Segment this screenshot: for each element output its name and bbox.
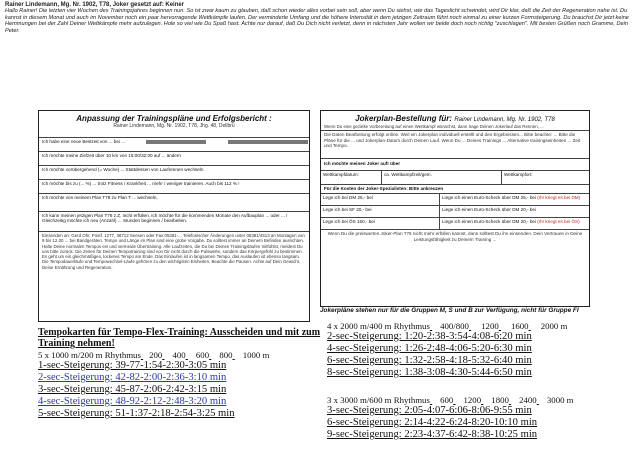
tempo-heading: Tempokarten für Tempo-Flex-Training: Ausscheiden und mit zum Training nehmen! bbox=[38, 327, 321, 349]
field-wettkampfdatum[interactable]: Wettkampfdatum: bbox=[323, 172, 359, 178]
form-row-bestzeit[interactable]: Ich habe eine neue Bestzeit von ... bei ... bbox=[39, 137, 309, 151]
payment-row-1 bbox=[321, 193, 589, 205]
header-body: Hallo Rainer! Die letzten vier Wochen des Trainingsjahres beginnen nun. So ist zwar kaum zu glauben, daß schon wieder alles vorbei sein soll, aber wenn Du siehst, wie das Tageslicht schwindet, wird Dir klar, daß die Zeit der Regeneration nahe ist. Du kannst in diesem Monat und auch im November noch ein paar hervorragende Wettkämpfe laufen. Der verminderte Umfang und die höhere Intensität in dem jetzigen Zeitraum führt noch einmal zu einer kurzen Formsteigerung. Du brauchst Dir jetzt keine Hemmungen bei der Zahl Deiner Wettkämpfe mehr aufzulegen. Hole so viel wie Du Spaß hast. Achte nur darauf, daß Du Dich nicht verletzt, denn in nächsten Jahr wollen wir beide doch noch richtig "zuschlagen". Mit besten Grüßen noch Gramme, Dein Peter. bbox=[5, 8, 629, 34]
adjustment-form bbox=[38, 110, 310, 322]
tempo-b-line-9sec: 9-sec-Steigerung: 2:23-4:37-6:42-8:38-10:25 min bbox=[327, 429, 538, 440]
form-row-aufbauplan[interactable]: Ich kann meinen jetzigen Plan T78 z.Z. nicht erfüllen. Ich möchte für die kommenden Monate den Aufbauplan ... oder ... / Gleichzeitig möchte ich neu (Anzahl) ... Stunden beginnen / bearbeiten. bbox=[39, 211, 309, 231]
tempo-a-line-4sec: 4-sec-Steigerung: 1:26-2:48-4:06-5:20-6:30 min bbox=[327, 343, 532, 354]
payment-dm-cheque[interactable]: Liege ich einen Euro-Scheck über DM 25,- bei (Ihr kriegt es bei DM) bbox=[439, 194, 589, 205]
header-title: Rainer Lindemann, Mg. Nr. 1902, T78, Joker gesetzt auf: Keiner bbox=[5, 2, 185, 8]
tempo-a-line-6sec: 6-sec-Steigerung: 1:32-2:58-4:18-5:32-6:40 min bbox=[327, 355, 532, 366]
jokerplan-info: Die Daten Bearbeitung erfolgt online. Weil ein Jokerplan individuell erstellt und den Ergebnissen... Bitte beachte: ... Bitte die Pläne für die ... und Jokerplan-Datum durch Deinen Lauf. Wenn Du ... Deines Trainings ... Alternative trainingseinheiten ... Zeit und Tempo. bbox=[321, 130, 589, 158]
tempo-line-5sec: 5-sec-Steigerung: 51-1:37-2:18-2:54-3:25 min bbox=[38, 408, 235, 419]
tempo-section-right-b bbox=[327, 395, 627, 441]
jokerplan-name: Rainer Lindemann, Mg. Nr. 1902, T78 bbox=[454, 117, 555, 123]
cost-title: Für die Kosten der Joker-Spezialisten: Bitte ankreuzen bbox=[321, 184, 589, 193]
payment-os-cash[interactable]: Lege ich bei ÖS 150,- bei bbox=[323, 219, 375, 225]
payment-sf-cheque[interactable]: Liege ich einen Euro-Scheck über DM 20,- bei bbox=[439, 206, 589, 217]
jokerplan-form bbox=[320, 110, 590, 307]
tempo-section-right-a bbox=[327, 321, 627, 379]
adjustment-title: Anpassung der Trainingspläne und Erfolgsbericht : bbox=[76, 114, 272, 123]
tempo-a-line-2sec: 2-sec-Steigerung: 1:20-2:38-3:54-4:08-6:20 min bbox=[327, 331, 532, 342]
payment-os-cheque[interactable]: Liege ich einen Euro-Scheck über DM 20,- bei (Ihr kriegt es bei ÖS) bbox=[439, 218, 589, 229]
jokerplan-footer: Jokerpläne stehen nur für die Gruppen M, S und B zur Verfügung, nicht für Gruppe FI bbox=[320, 307, 579, 314]
tempo-line-1sec: 1-sec-Steigerung: 39-77-1:54-2:30-3:05 min bbox=[38, 360, 227, 371]
tempo-a-line-8sec: 8-sec-Steigerung: 1:38-3:08-4:30-5:44-6:50 min bbox=[327, 367, 532, 378]
payment-row-3 bbox=[321, 217, 589, 229]
tempo-line-3sec: 3-sec-Steigerung: 45-87-2:06-2:42-3:15 min bbox=[38, 384, 227, 395]
tempo-line-4sec: 4-sec-Steigerung: 48-92-2:12-2:48-3:20 min bbox=[38, 396, 227, 407]
tempo-section-left bbox=[38, 327, 323, 420]
form-row-pause[interactable]: Ich möchte vorübergehend (= Woche) ... Stattdessen von Laufrennen wechseln bbox=[39, 165, 309, 179]
payment-dm-cash[interactable]: Lege ich bei DM 25,- bei bbox=[323, 195, 373, 201]
letter-header bbox=[5, 2, 635, 34]
joker-request-row[interactable]: Ich möchte meinen Joker auf! über bbox=[321, 158, 589, 170]
form-row-umfang[interactable]: Ich möchte bis zu (... %) ... trotz Fitness / Krankheit ... mehr / weniger trainieren. Auch bis 112 % ! bbox=[39, 179, 309, 193]
tempo-subheading: 5 x 1000 m/200 m Rhythmus 200 400 600 800 1000 m bbox=[38, 350, 270, 360]
tempo-line-2sec: 2-sec-Steigerung: 42-82-2:00-2:36-3:10 min bbox=[38, 372, 227, 383]
competition-row bbox=[321, 170, 589, 184]
jokerplan-heading bbox=[321, 114, 589, 123]
form-notes: Einsenden an: Gerd Ohr, Postf. 1277, 38712 Seesen oder Fax 05381-... Telefonischer Änderungen unter 05381/4513 an Montagen von 9 bis 12.00 ... bei Bandgeräten. Tempo und Länge im Plan sind eine grobe Vorgabe. Du solltest immer an Deinem Befinden ausrichten. Halte Deine normalen Tempos ein und vermeide Übertraining. Alle Laufzeiten, die Du bei Deinen Trainingsläufen mitfühlst, meldest Du uns bitte zurück. Die Zeiten für Deinen Tempotraining sind von Dir nicht durch die Pulswerte, sondern das Körpergefühl zu bestimmen. Es geht um ein gleichmäßiges, lockeres Tempo am Ende. Das Einlaufen ist in langsamen Tempo, das Auslaufen ist ebenso langsam. Die Tempodauerläufe und Tempowechsel-Läufe gehören zu den wichtigsten Einheiten. Beachte die Pausen. Achte auf Dein Gewicht, Deine Ernährung und Regeneration. bbox=[39, 231, 309, 307]
field-wettkampfort[interactable]: Wettkampfort: bbox=[501, 171, 589, 184]
field-wettkampfzeit[interactable]: ca. Wettkampfzeit/gem. bbox=[381, 171, 501, 184]
payment-row-2 bbox=[321, 205, 589, 217]
tempo-b-line-3sec: 3-sec-Steigerung: 2:05-4:07-6:06-8:06-9:55 min bbox=[327, 405, 532, 416]
jokerplan-title: Jokerplan-Bestellung für: bbox=[355, 114, 453, 123]
tempo-a-subheading: 4 x 2000 m/400 m Rhythmus 400/800 1200 1600 2000 m bbox=[327, 321, 568, 331]
adjustment-subtitle: Rainer Lindemann, Mg. Nr. 1902, T78, Jhg. 48, Dellbrü bbox=[113, 123, 235, 129]
jokerplan-intro: Wenn Du eine gezielte Vorbereitung auf einen Wettkampf wünschst, dann trage Deinen Jokerlauf das Rennen, ... bbox=[324, 124, 544, 129]
form-row-planwechsel[interactable]: Ich möchte von meinem Plan T78 zu Plan T ... wechseln, bbox=[39, 193, 309, 211]
form-row-zielzeit[interactable]: Ich möchte meine Zielzeit über 10 km von 16:00/32:00 auf ... ändern bbox=[39, 151, 309, 165]
tempo-b-line-6sec: 6-sec-Steigerung: 2:14-4:22-6:24-8:20-10:10 min bbox=[327, 417, 538, 428]
jokerplan-footnote: Wenn Du die preiswerten Joker-Plan T78 nicht mehr erfüllen kannst, dann solltest Du ihn einsenden. Dein Vertrauen in Deine Leistungsfähigkeit zu Deinem Training ... bbox=[321, 229, 589, 253]
tempo-b-subheading: 3 x 3000 m/600 m Rhythmus 600 1200 1800 2400 3000 m bbox=[327, 395, 574, 405]
payment-sf-cash[interactable]: Lege ich bei SF 20,- bei bbox=[323, 207, 372, 213]
